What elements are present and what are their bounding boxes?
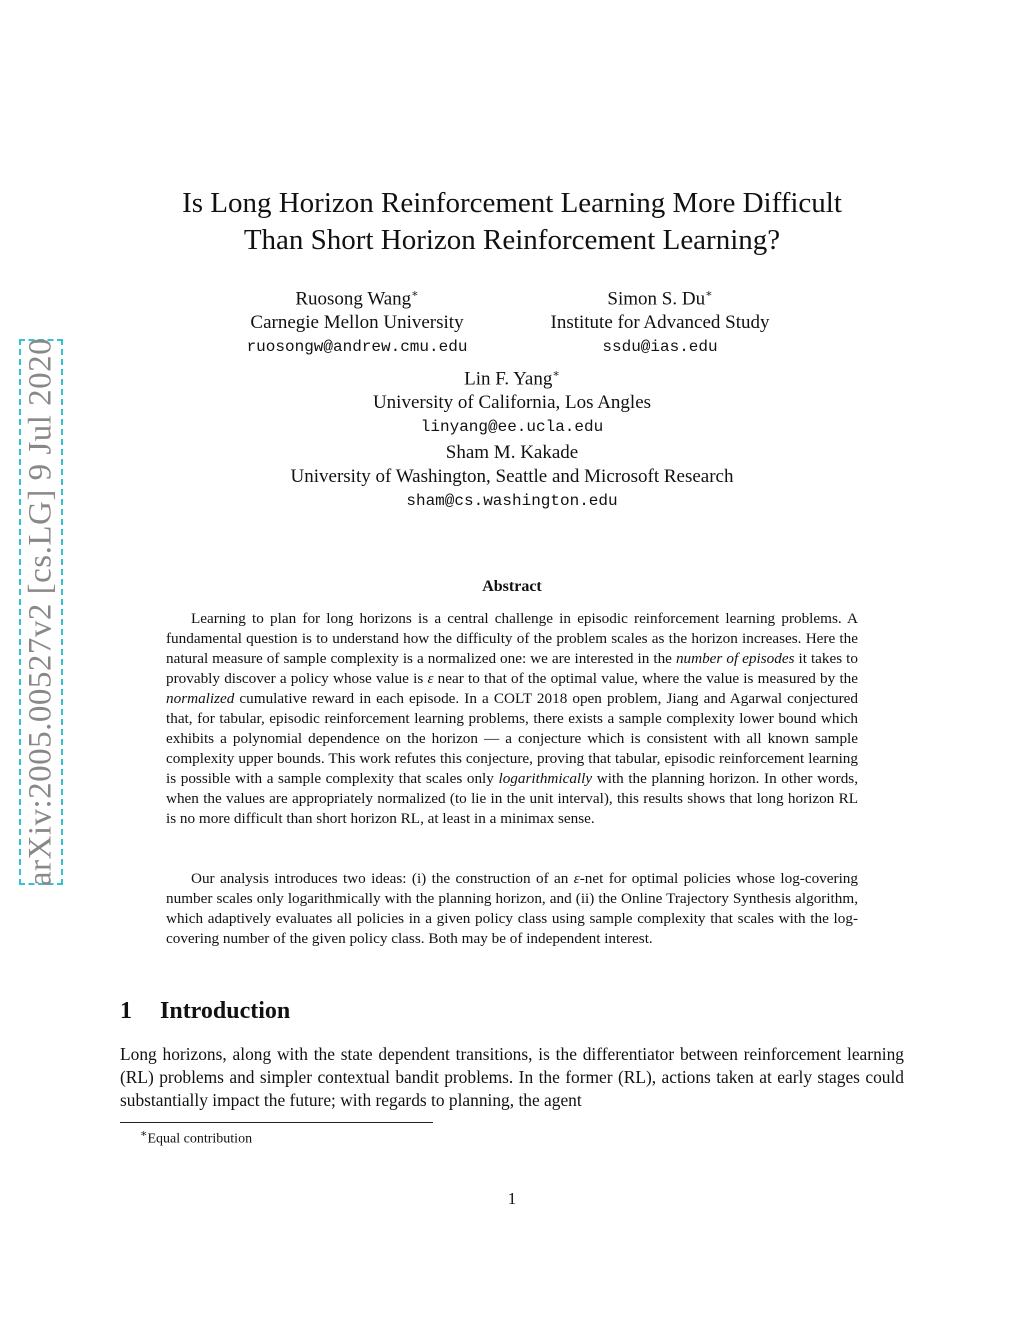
author-affiliation-3: University of California, Los Angles xyxy=(372,392,652,414)
abstract-paragraph-1: Learning to plan for long horizons is a central challenge in episodic reinforcement learning problems. A fundamental question is to understand how the difficulty of the problem scales as the horizon increases. Here the natural measure of sample complexity is a normalized one: we are interested in the number of episodes it takes to provably discover a policy whose value is ε near to that of the optimal value, where the value is measured by the normalized cumulative reward in each episode. In a COLT 2018 open problem, Jiang and Agarwal conjectured that, for tabular, episodic reinforcement learning problems, there exists a sample complexity lower bound which exhibits a polynomial dependence on the horizon — a conjecture which is consistent with all known sample complexity upper bounds. This work refutes this conjecture, proving that tabular, episodic reinforcement learning is possible with a sample complexity that scales only logarithmically with the planning horizon. In other words, when the values are appropriately normalized (to lie in the unit interval), this results shows that long horizon RL is no more difficult than short horizon RL, at least in a minimax sense. xyxy=(166,610,859,827)
footnote-rule xyxy=(120,1122,433,1123)
paper-title-line-1: Is Long Horizon Reinforcement Learning More Difficult xyxy=(182,187,842,219)
author-affiliation-2: Institute for Advanced Study xyxy=(550,312,770,334)
section-number: 1 xyxy=(120,998,132,1024)
author-name-4: Sham M. Kakade xyxy=(445,442,579,463)
section-heading-introduction xyxy=(120,998,290,1025)
author-block-4 xyxy=(162,441,862,513)
paper-title-line-2: Than Short Horizon Reinforcement Learning? xyxy=(243,224,781,256)
author-email-2[interactable]: ssdu@ias.edu xyxy=(602,338,718,357)
abstract-paragraph-2: Our analysis introduces two ideas: (i) the construction of an ε-net for optimal policies whose log-covering number scales only logarithmically with the planning horizon, and (ii) the Online Trajectory Synthesis algorithm, which adaptively evaluates all policies in a given policy class using sample complexity that scales with the log-covering number of the given policy class. Both may be of independent interest. xyxy=(166,870,858,947)
author-email-4[interactable]: sham@cs.washington.edu xyxy=(406,492,618,510)
author-email-1[interactable]: ruosongw@andrew.cmu.edu xyxy=(246,338,468,357)
author-block-2 xyxy=(510,282,810,359)
arxiv-identifier-stamp[interactable] xyxy=(19,339,63,885)
abstract-heading: Abstract xyxy=(482,578,542,595)
author-email-3[interactable]: linyang@ee.ucla.edu xyxy=(420,418,604,437)
author-affiliation-1: Carnegie Mellon University xyxy=(250,312,464,334)
author-name-1: Ruosong Wang∗ xyxy=(295,288,419,310)
section-title: Introduction xyxy=(160,998,291,1024)
introduction-paragraph: Long horizons, along with the state dependent transitions, is the differentiator between reinforcement learning (RL) problems and simpler contextual bandit problems. In the former (RL), actions taken at early stages could substantially impact the future; with regards to planning, the agent xyxy=(120,1044,904,1110)
footnote: ∗Equal contribution xyxy=(140,1128,253,1147)
author-name-3: Lin F. Yang∗ xyxy=(464,368,560,390)
author-block-1 xyxy=(207,282,507,359)
author-block-3 xyxy=(212,362,812,439)
author-affiliation-4: University of Washington, Seattle and Microsoft Research xyxy=(290,466,734,487)
arxiv-identifier-text: arXiv:2005.00527v2 [cs.LG] 9 Jul 2020 xyxy=(22,337,59,887)
author-name-2: Simon S. Du∗ xyxy=(607,288,713,310)
page-number: 1 xyxy=(507,1189,517,1208)
